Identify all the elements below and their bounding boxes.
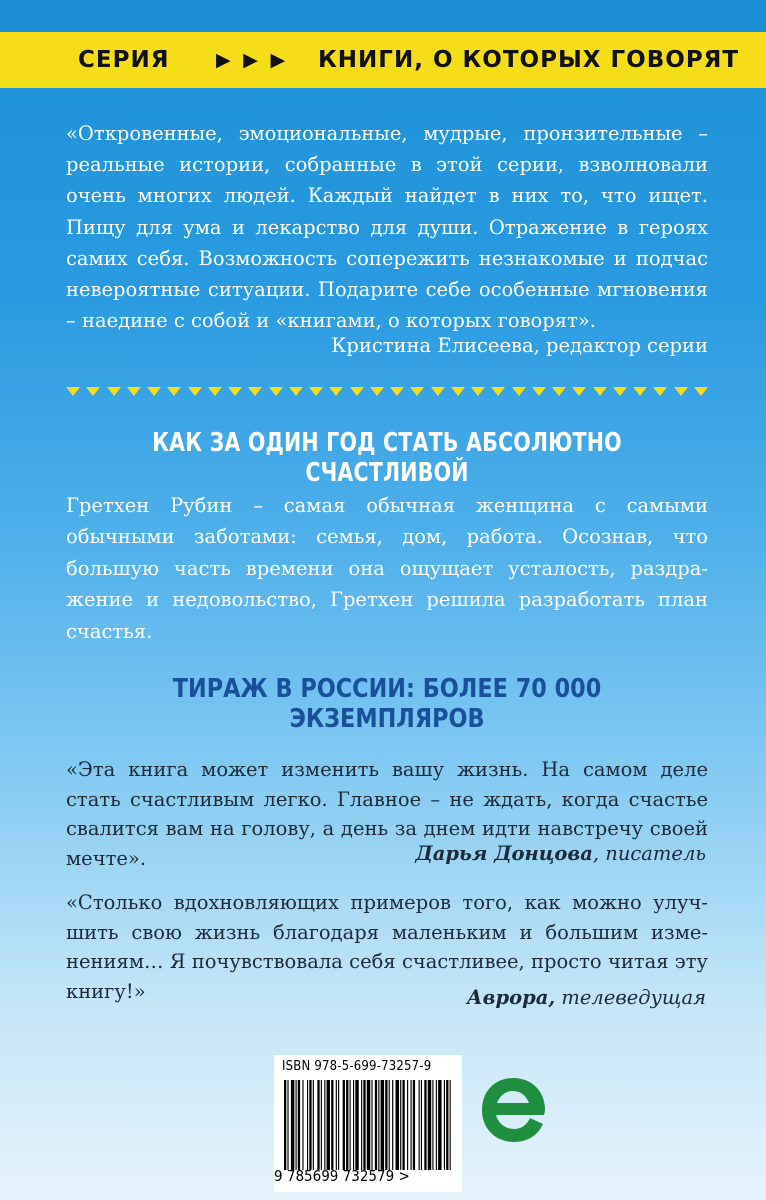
barcode-bar bbox=[302, 1080, 303, 1170]
review-quote-2: «Столько вдохновляющих примеров того, как можно улуч-шить свою жизнь благодаря маленьким и большим изме-нениям… Я почувствовала себя счастливее, просто читая эту книгу!» bbox=[66, 891, 708, 1003]
isbn-block bbox=[274, 1055, 462, 1192]
barcode-bar bbox=[338, 1080, 339, 1170]
barcode-bar bbox=[424, 1080, 426, 1170]
barcode-bar bbox=[307, 1080, 308, 1170]
barcode-bar bbox=[389, 1080, 390, 1170]
barcode-bar bbox=[428, 1080, 431, 1170]
barcode-bar bbox=[413, 1080, 415, 1170]
barcode-bar bbox=[284, 1080, 286, 1170]
barcode-bar bbox=[367, 1080, 370, 1170]
barcode-bar bbox=[378, 1080, 379, 1170]
barcode-bar bbox=[331, 1080, 333, 1170]
barcode-bar bbox=[321, 1080, 322, 1170]
barcode-bar bbox=[296, 1080, 297, 1170]
barcode-bar bbox=[375, 1080, 377, 1170]
barcode-bar bbox=[317, 1080, 319, 1170]
barcode-bar bbox=[298, 1080, 300, 1170]
barcode-icon bbox=[284, 1080, 452, 1170]
barcode-bar bbox=[336, 1080, 337, 1170]
barcode-bar bbox=[385, 1080, 387, 1170]
book-headline: КАК ЗА ОДИН ГОД СТАТЬ АБСОЛЮТНО СЧАСТЛИВОЙ bbox=[152, 428, 622, 488]
barcode-bar bbox=[287, 1080, 288, 1170]
review-author-2: Аврора, bbox=[466, 986, 556, 1009]
barcode-bar bbox=[381, 1080, 384, 1170]
barcode-bar bbox=[346, 1080, 348, 1170]
barcode-bar bbox=[421, 1080, 422, 1170]
barcode-digits: 9 785699 732579 > bbox=[274, 1167, 410, 1185]
editor-quote: «Откровенные, эмоциональные, мудрые, пронзительные – реальные истории, собранные в этой серии, взволновали очень многих людей. Каждый найдет в них то, что ищет. Пищу для ума и лекарство для души. Отражение в героях самих себя. Возможность сопережить незнакомые и подчас невероятные ситуации. Подарите себе особенные мгновения – наедине с собой и «книгами, о которых говорят». bbox=[66, 122, 708, 333]
barcode-bar bbox=[313, 1080, 314, 1170]
circulation-line: ТИРАЖ В РОССИИ: БОЛЕЕ 70 000 ЭКЗЕМПЛЯРОВ bbox=[172, 674, 602, 734]
barcode-bar bbox=[371, 1080, 372, 1170]
barcode-bar bbox=[400, 1080, 401, 1170]
barcode-bar bbox=[363, 1080, 365, 1170]
barcode-bar bbox=[411, 1080, 412, 1170]
review-role-1: , писатель bbox=[592, 842, 706, 865]
review-role-2: телеведущая bbox=[555, 986, 706, 1009]
barcode-bar bbox=[353, 1080, 354, 1170]
barcode-bar bbox=[450, 1080, 451, 1170]
review-attribution-1 bbox=[415, 842, 706, 865]
review-quote-1: «Эта книга может изменить вашу жизнь. На самом деле стать счастливым легко. Главное – не ждать, когда счастье свалится вам на голову, а день за днем идти навстречу своей мечте». bbox=[66, 758, 708, 870]
barcode-bar bbox=[432, 1080, 433, 1170]
barcode-bar bbox=[407, 1080, 408, 1170]
editor-signature: Кристина Елисеева, редактор серии bbox=[331, 334, 708, 357]
barcode-bar bbox=[402, 1080, 404, 1170]
series-label: СЕРИЯ bbox=[78, 47, 170, 73]
book-description: Гретхен Рубин – самая обычная женщина с самыми обычными заботами: семья, дом, работа. Осознав, что большую часть времени она ощущает усталость, раздра-жение и недовольство, Гретхен решила разработать план счастья. bbox=[66, 494, 708, 643]
series-banner bbox=[0, 32, 766, 88]
barcode-bar bbox=[436, 1080, 437, 1170]
barcode-bar bbox=[444, 1080, 445, 1170]
review-attribution-2 bbox=[467, 986, 706, 1009]
barcode-bar bbox=[438, 1080, 441, 1170]
isbn-label: ISBN 978-5-699-73257-9 bbox=[282, 1059, 432, 1074]
barcode-bar bbox=[350, 1080, 351, 1170]
barcode-bar bbox=[291, 1080, 294, 1170]
barcode-bar bbox=[309, 1080, 311, 1170]
barcode-bar bbox=[327, 1080, 330, 1170]
barcode-bar bbox=[324, 1080, 325, 1170]
review-author-1: Дарья Донцова bbox=[415, 842, 593, 865]
triangle-divider bbox=[66, 387, 708, 401]
barcode-bar bbox=[361, 1080, 362, 1170]
barcode-bar bbox=[396, 1080, 399, 1170]
barcode-bar bbox=[419, 1080, 420, 1170]
barcode-bar bbox=[343, 1080, 345, 1170]
eksmo-logo-icon bbox=[478, 1074, 548, 1146]
barcode-bar bbox=[446, 1080, 448, 1170]
arrows-icon: ▶ ▶ ▶ bbox=[216, 49, 289, 71]
series-title: КНИГИ, О КОТОРЫХ ГОВОРЯТ bbox=[318, 47, 740, 73]
barcode-bar bbox=[355, 1080, 358, 1170]
barcode-bar bbox=[392, 1080, 393, 1170]
